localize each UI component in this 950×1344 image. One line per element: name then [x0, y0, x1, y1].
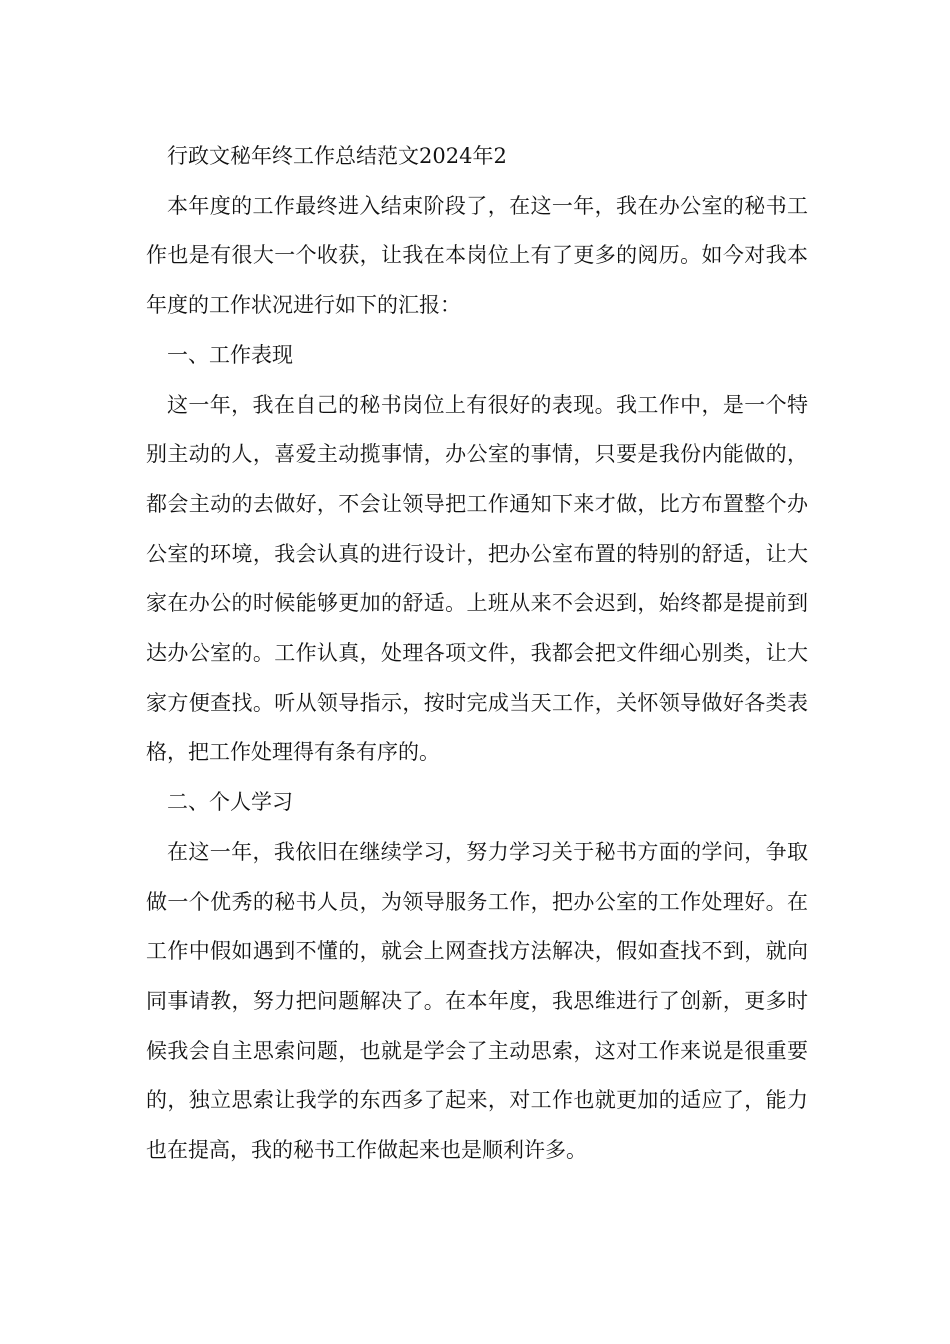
document-title: 行政文秘年终工作总结范文2024年2 — [167, 144, 507, 168]
section-heading-work-performance: 一、工作表现 — [167, 342, 293, 367]
section-heading-personal-study: 二、个人学习 — [167, 790, 293, 815]
document-body — [146, 132, 808, 1176]
personal-study-paragraph: 在这一年，我依旧在继续学习，努力学习关于秘书方面的学问，争取做一个优秀的秘书人员，为领导服务工作，把办公室的工作处理好。在工作中假如遇到不懂的，就会上网查找方法解决，假如查找不到，就向同事请教，努力把问题解决了。在本年度，我思维进行了创新，更多时候我会自主思索问题，也就是学会了主动思索，这对工作来说是很重要的，独立思索让我学的东西多了起来，对工作也就更加的适应了，能力也在提高，我的秘书工作做起来也是顺利许多。 — [146, 839, 808, 1163]
intro-paragraph: 本年度的工作最终进入结束阶段了，在这一年，我在办公室的秘书工作也是有很大一个收获，让我在本岗位上有了更多的阅历。如今对我本年度的工作状况进行如下的汇报： — [146, 193, 808, 318]
work-performance-paragraph: 这一年，我在自己的秘书岗位上有很好的表现。我工作中，是一个特别主动的人，喜爱主动揽事情，办公室的事情，只要是我份内能做的，都会主动的去做好，不会让领导把工作通知下来才做，比方布置整个办公室的环境，我会认真的进行设计，把办公室布置的特别的舒适，让大家在办公的时候能够更加的舒适。上班从来不会迟到，始终都是提前到达办公室的。工作认真，处理各项文件，我都会把文件细心别类，让大家方便查找。听从领导指示，按时完成当天工作，关怀领导做好各类表格，把工作处理得有条有序的。 — [146, 392, 808, 765]
